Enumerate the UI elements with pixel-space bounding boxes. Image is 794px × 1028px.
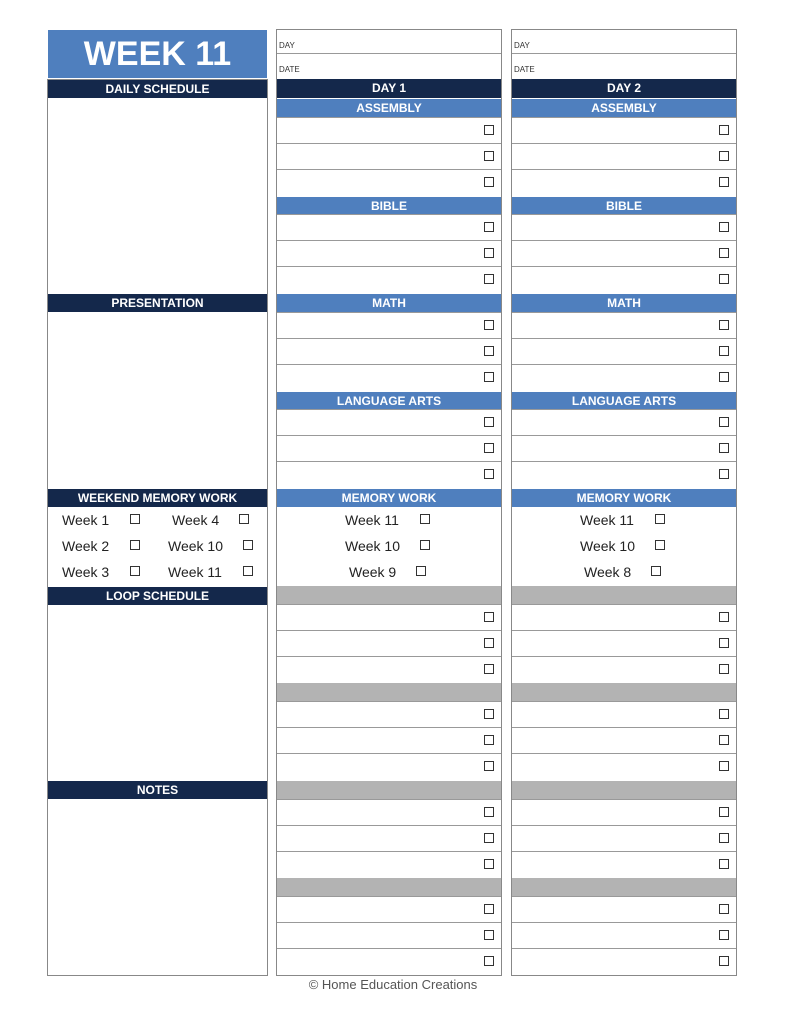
day2-date-label: DATE xyxy=(514,65,535,74)
row-divider xyxy=(277,922,501,923)
row-divider xyxy=(277,727,501,728)
day1-math-header: MATH xyxy=(277,294,501,312)
day2-memory-work-header: MEMORY WORK xyxy=(512,489,736,507)
row-divider xyxy=(512,604,736,605)
checkbox-icon[interactable] xyxy=(484,248,494,258)
checkbox-icon[interactable] xyxy=(416,566,426,576)
checkbox-icon[interactable] xyxy=(719,735,729,745)
row-divider xyxy=(512,799,736,800)
checkbox-icon[interactable] xyxy=(484,125,494,135)
day2-loop-band xyxy=(512,878,736,896)
row-divider xyxy=(277,461,501,462)
day1-loop-band xyxy=(277,781,501,799)
checkbox-icon[interactable] xyxy=(484,274,494,284)
row-divider xyxy=(512,727,736,728)
row-divider xyxy=(277,240,501,241)
checkbox-icon[interactable] xyxy=(484,833,494,843)
weekend-item: Week 11 xyxy=(168,564,222,580)
row-divider xyxy=(512,825,736,826)
divider xyxy=(512,53,736,54)
checkbox-icon[interactable] xyxy=(484,638,494,648)
checkbox-icon[interactable] xyxy=(484,709,494,719)
checkbox-icon[interactable] xyxy=(484,417,494,427)
day2-memory-week: Week 10 xyxy=(580,538,635,554)
checkbox-icon[interactable] xyxy=(719,346,729,356)
checkbox-icon[interactable] xyxy=(420,514,430,524)
row-divider xyxy=(512,435,736,436)
row-divider xyxy=(277,851,501,852)
notes-header: NOTES xyxy=(48,781,267,799)
row-divider xyxy=(277,169,501,170)
row-divider xyxy=(512,701,736,702)
checkbox-icon[interactable] xyxy=(719,177,729,187)
row-divider xyxy=(512,364,736,365)
checkbox-icon[interactable] xyxy=(484,761,494,771)
day1-memory-week: Week 11 xyxy=(345,512,399,528)
row-divider xyxy=(512,338,736,339)
day1-loop-band xyxy=(277,683,501,701)
checkbox-icon[interactable] xyxy=(719,151,729,161)
checkbox-icon[interactable] xyxy=(484,346,494,356)
day1-day-label: DAY xyxy=(279,41,295,50)
checkbox-icon[interactable] xyxy=(719,664,729,674)
checkbox-icon[interactable] xyxy=(484,469,494,479)
checkbox-icon[interactable] xyxy=(484,735,494,745)
row-divider xyxy=(512,214,736,215)
weekend-item: Week 10 xyxy=(168,538,223,554)
checkbox-icon[interactable] xyxy=(243,540,253,550)
daily-schedule-header: DAILY SCHEDULE xyxy=(48,80,267,98)
day2-assembly-header: ASSEMBLY xyxy=(512,99,736,117)
day1-memory-week: Week 10 xyxy=(345,538,400,554)
checkbox-icon[interactable] xyxy=(719,930,729,940)
row-divider xyxy=(512,851,736,852)
weekend-item: Week 2 xyxy=(62,538,110,554)
weekend-memory-work-header: WEEKEND MEMORY WORK xyxy=(48,489,267,507)
loop-schedule-header: LOOP SCHEDULE xyxy=(48,587,267,605)
checkbox-icon[interactable] xyxy=(484,859,494,869)
checkbox-icon[interactable] xyxy=(719,709,729,719)
day1-loop-band xyxy=(277,878,501,896)
checkbox-icon[interactable] xyxy=(420,540,430,550)
row-divider xyxy=(277,896,501,897)
checkbox-icon[interactable] xyxy=(719,222,729,232)
row-divider xyxy=(277,266,501,267)
checkbox-icon[interactable] xyxy=(484,807,494,817)
row-divider xyxy=(512,240,736,241)
checkbox-icon[interactable] xyxy=(719,248,729,258)
checkbox-icon[interactable] xyxy=(719,125,729,135)
row-divider xyxy=(512,656,736,657)
row-divider xyxy=(512,409,736,410)
day1-assembly-header: ASSEMBLY xyxy=(277,99,501,117)
checkbox-icon[interactable] xyxy=(130,514,140,524)
checkbox-icon[interactable] xyxy=(719,469,729,479)
day2-math-header: MATH xyxy=(512,294,736,312)
row-divider xyxy=(277,117,501,118)
day2-loop-band xyxy=(512,683,736,701)
row-divider xyxy=(277,143,501,144)
row-divider xyxy=(277,409,501,410)
presentation-header: PRESENTATION xyxy=(48,294,267,312)
day2-language-arts-header: LANGUAGE ARTS xyxy=(512,392,736,410)
checkbox-icon[interactable] xyxy=(130,566,140,576)
checkbox-icon[interactable] xyxy=(484,904,494,914)
checkbox-icon[interactable] xyxy=(719,904,729,914)
row-divider xyxy=(277,825,501,826)
day2-loop-band xyxy=(512,586,736,604)
checkbox-icon[interactable] xyxy=(484,443,494,453)
checkbox-icon[interactable] xyxy=(130,540,140,550)
day2-bible-header: BIBLE xyxy=(512,197,736,215)
checkbox-icon[interactable] xyxy=(484,177,494,187)
day2-loop-band xyxy=(512,781,736,799)
checkbox-icon[interactable] xyxy=(484,372,494,382)
row-divider xyxy=(277,656,501,657)
weekend-item: Week 4 xyxy=(172,512,220,528)
checkbox-icon[interactable] xyxy=(484,612,494,622)
row-divider xyxy=(277,630,501,631)
row-divider xyxy=(512,896,736,897)
checkbox-icon[interactable] xyxy=(239,514,249,524)
checkbox-icon[interactable] xyxy=(484,664,494,674)
checkbox-icon[interactable] xyxy=(719,372,729,382)
row-divider xyxy=(512,266,736,267)
week-title: WEEK 11 xyxy=(48,30,267,78)
row-divider xyxy=(512,461,736,462)
row-divider xyxy=(277,214,501,215)
day1-memory-week: Week 9 xyxy=(349,564,397,580)
checkbox-icon[interactable] xyxy=(719,761,729,771)
row-divider xyxy=(512,312,736,313)
row-divider xyxy=(277,948,501,949)
row-divider xyxy=(277,799,501,800)
day2-memory-week: Week 11 xyxy=(580,512,634,528)
day1-loop-band xyxy=(277,586,501,604)
checkbox-icon[interactable] xyxy=(655,514,665,524)
checkbox-icon[interactable] xyxy=(719,443,729,453)
day1-date-label: DATE xyxy=(279,65,300,74)
checkbox-icon[interactable] xyxy=(243,566,253,576)
row-divider xyxy=(512,948,736,949)
checkbox-icon[interactable] xyxy=(719,956,729,966)
checkbox-icon[interactable] xyxy=(719,320,729,330)
day1-bible-header: BIBLE xyxy=(277,197,501,215)
copyright-footer: © Home Education Creations xyxy=(308,977,478,992)
checkbox-icon[interactable] xyxy=(484,320,494,330)
checkbox-icon[interactable] xyxy=(655,540,665,550)
weekend-item: Week 1 xyxy=(62,512,110,528)
row-divider xyxy=(512,169,736,170)
weekend-item: Week 3 xyxy=(62,564,110,580)
checkbox-icon[interactable] xyxy=(719,859,729,869)
row-divider xyxy=(277,604,501,605)
day2-memory-week: Week 8 xyxy=(584,564,632,580)
checkbox-icon[interactable] xyxy=(484,151,494,161)
day2-header: DAY 2 xyxy=(512,79,736,98)
checkbox-icon[interactable] xyxy=(484,222,494,232)
divider xyxy=(277,53,501,54)
row-divider xyxy=(512,117,736,118)
checkbox-icon[interactable] xyxy=(719,274,729,284)
row-divider xyxy=(277,312,501,313)
checkbox-icon[interactable] xyxy=(719,417,729,427)
day1-language-arts-header: LANGUAGE ARTS xyxy=(277,392,501,410)
checkbox-icon[interactable] xyxy=(651,566,661,576)
row-divider xyxy=(277,364,501,365)
row-divider xyxy=(512,922,736,923)
row-divider xyxy=(512,753,736,754)
day1-memory-work-header: MEMORY WORK xyxy=(277,489,501,507)
row-divider xyxy=(512,143,736,144)
checkbox-icon[interactable] xyxy=(484,930,494,940)
row-divider xyxy=(277,753,501,754)
checkbox-icon[interactable] xyxy=(484,956,494,966)
row-divider xyxy=(277,701,501,702)
day2-day-label: DAY xyxy=(514,41,530,50)
checkbox-icon[interactable] xyxy=(719,638,729,648)
row-divider xyxy=(512,630,736,631)
checkbox-icon[interactable] xyxy=(719,833,729,843)
checkbox-icon[interactable] xyxy=(719,807,729,817)
checkbox-icon[interactable] xyxy=(719,612,729,622)
row-divider xyxy=(277,435,501,436)
day1-header: DAY 1 xyxy=(277,79,501,98)
row-divider xyxy=(277,338,501,339)
